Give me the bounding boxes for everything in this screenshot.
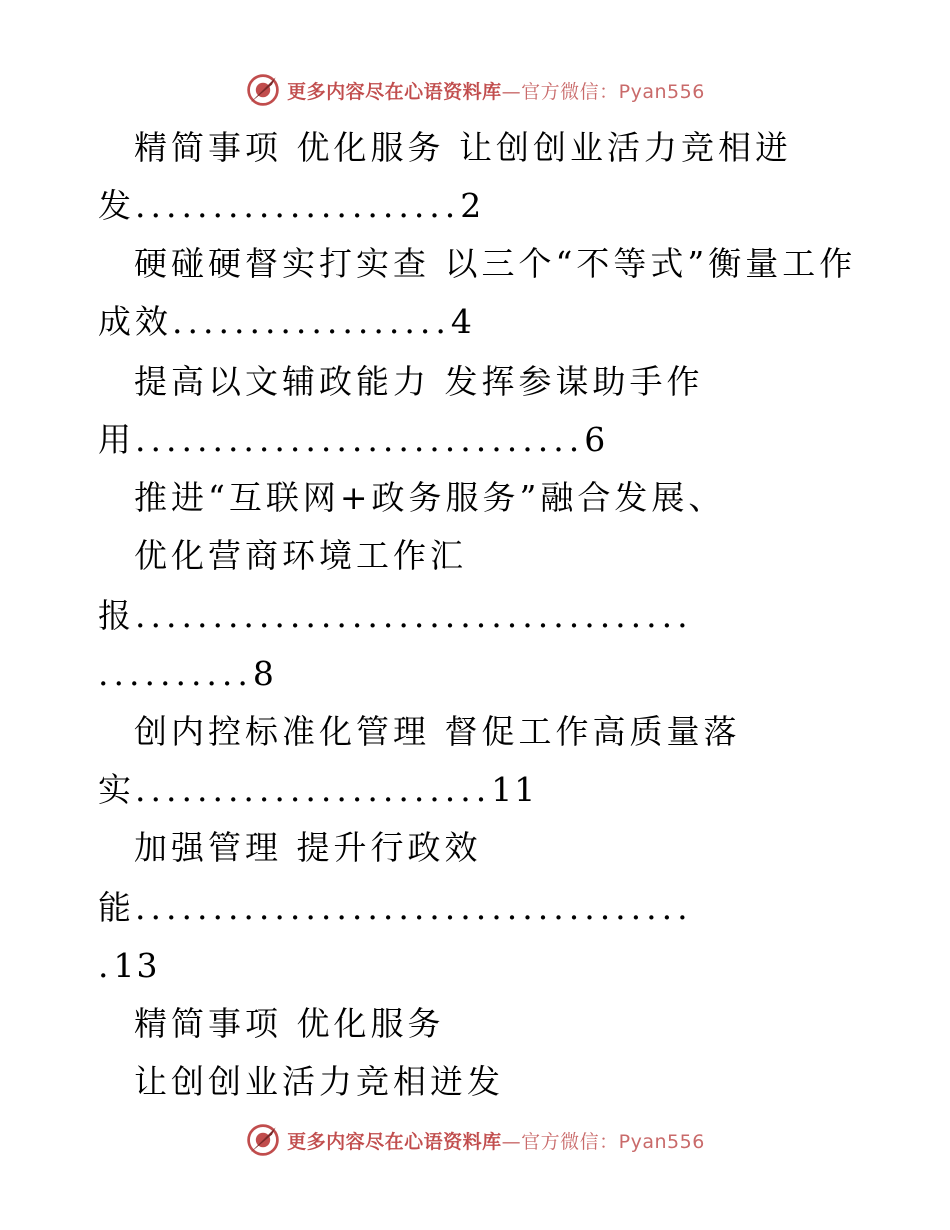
toc-entry-leader: 成效..................4 [98, 302, 474, 341]
pen-logo-icon [245, 72, 281, 108]
toc-entry-leader: 报.................................... [98, 596, 693, 635]
toc-entry-leader: 能.................................... [98, 888, 693, 927]
toc-entry-leader: 实.......................11 [98, 770, 538, 809]
toc-entry-title: 提高以文辅政能力 发挥参谋助手作 [134, 362, 704, 401]
toc-entry-title: 加强管理 提升行政效 [134, 828, 482, 867]
header-banner [0, 70, 950, 110]
banner-text: 更多内容尽在心语资料库—官方微信：Pyan556 [287, 1130, 705, 1153]
toc-page-number: 6 [584, 420, 608, 459]
toc-entry-title: 创内控标准化管理 督促工作高质量落 [134, 712, 741, 751]
toc-entry-title: 推进“互联网+政务服务”融合发展、 [134, 478, 726, 517]
toc-entry-leader-cont: .13 [98, 946, 160, 985]
toc-entry-title: 硬碰硬督实打实查 以三个“不等式”衡量工作 [134, 244, 857, 283]
toc-entry-title-cont: 优化营商环境工作汇 [134, 536, 467, 575]
toc-page-number: 4 [450, 302, 474, 341]
toc-entry-title: 精简事项 优化服务 让创创业活力竞相迸 [134, 128, 792, 167]
banner-text: 更多内容尽在心语资料库—官方微信：Pyan556 [287, 80, 705, 103]
toc-page-number: 8 [252, 654, 276, 693]
footer-banner [0, 1120, 950, 1160]
pen-logo-icon [245, 1122, 281, 1158]
toc-page-number: 11 [491, 770, 538, 809]
toc-page-number: 13 [113, 946, 160, 985]
toc-entry-leader-cont: ..........8 [98, 654, 276, 693]
toc-entry-leader: 用.............................6 [98, 420, 608, 459]
toc-page-number: 2 [460, 186, 484, 225]
section-heading-line1: 精简事项 优化服务 [134, 1004, 445, 1043]
toc-entry-leader: 发.....................2 [98, 186, 484, 225]
section-heading-line2: 让创创业活力竞相迸发 [134, 1062, 504, 1101]
